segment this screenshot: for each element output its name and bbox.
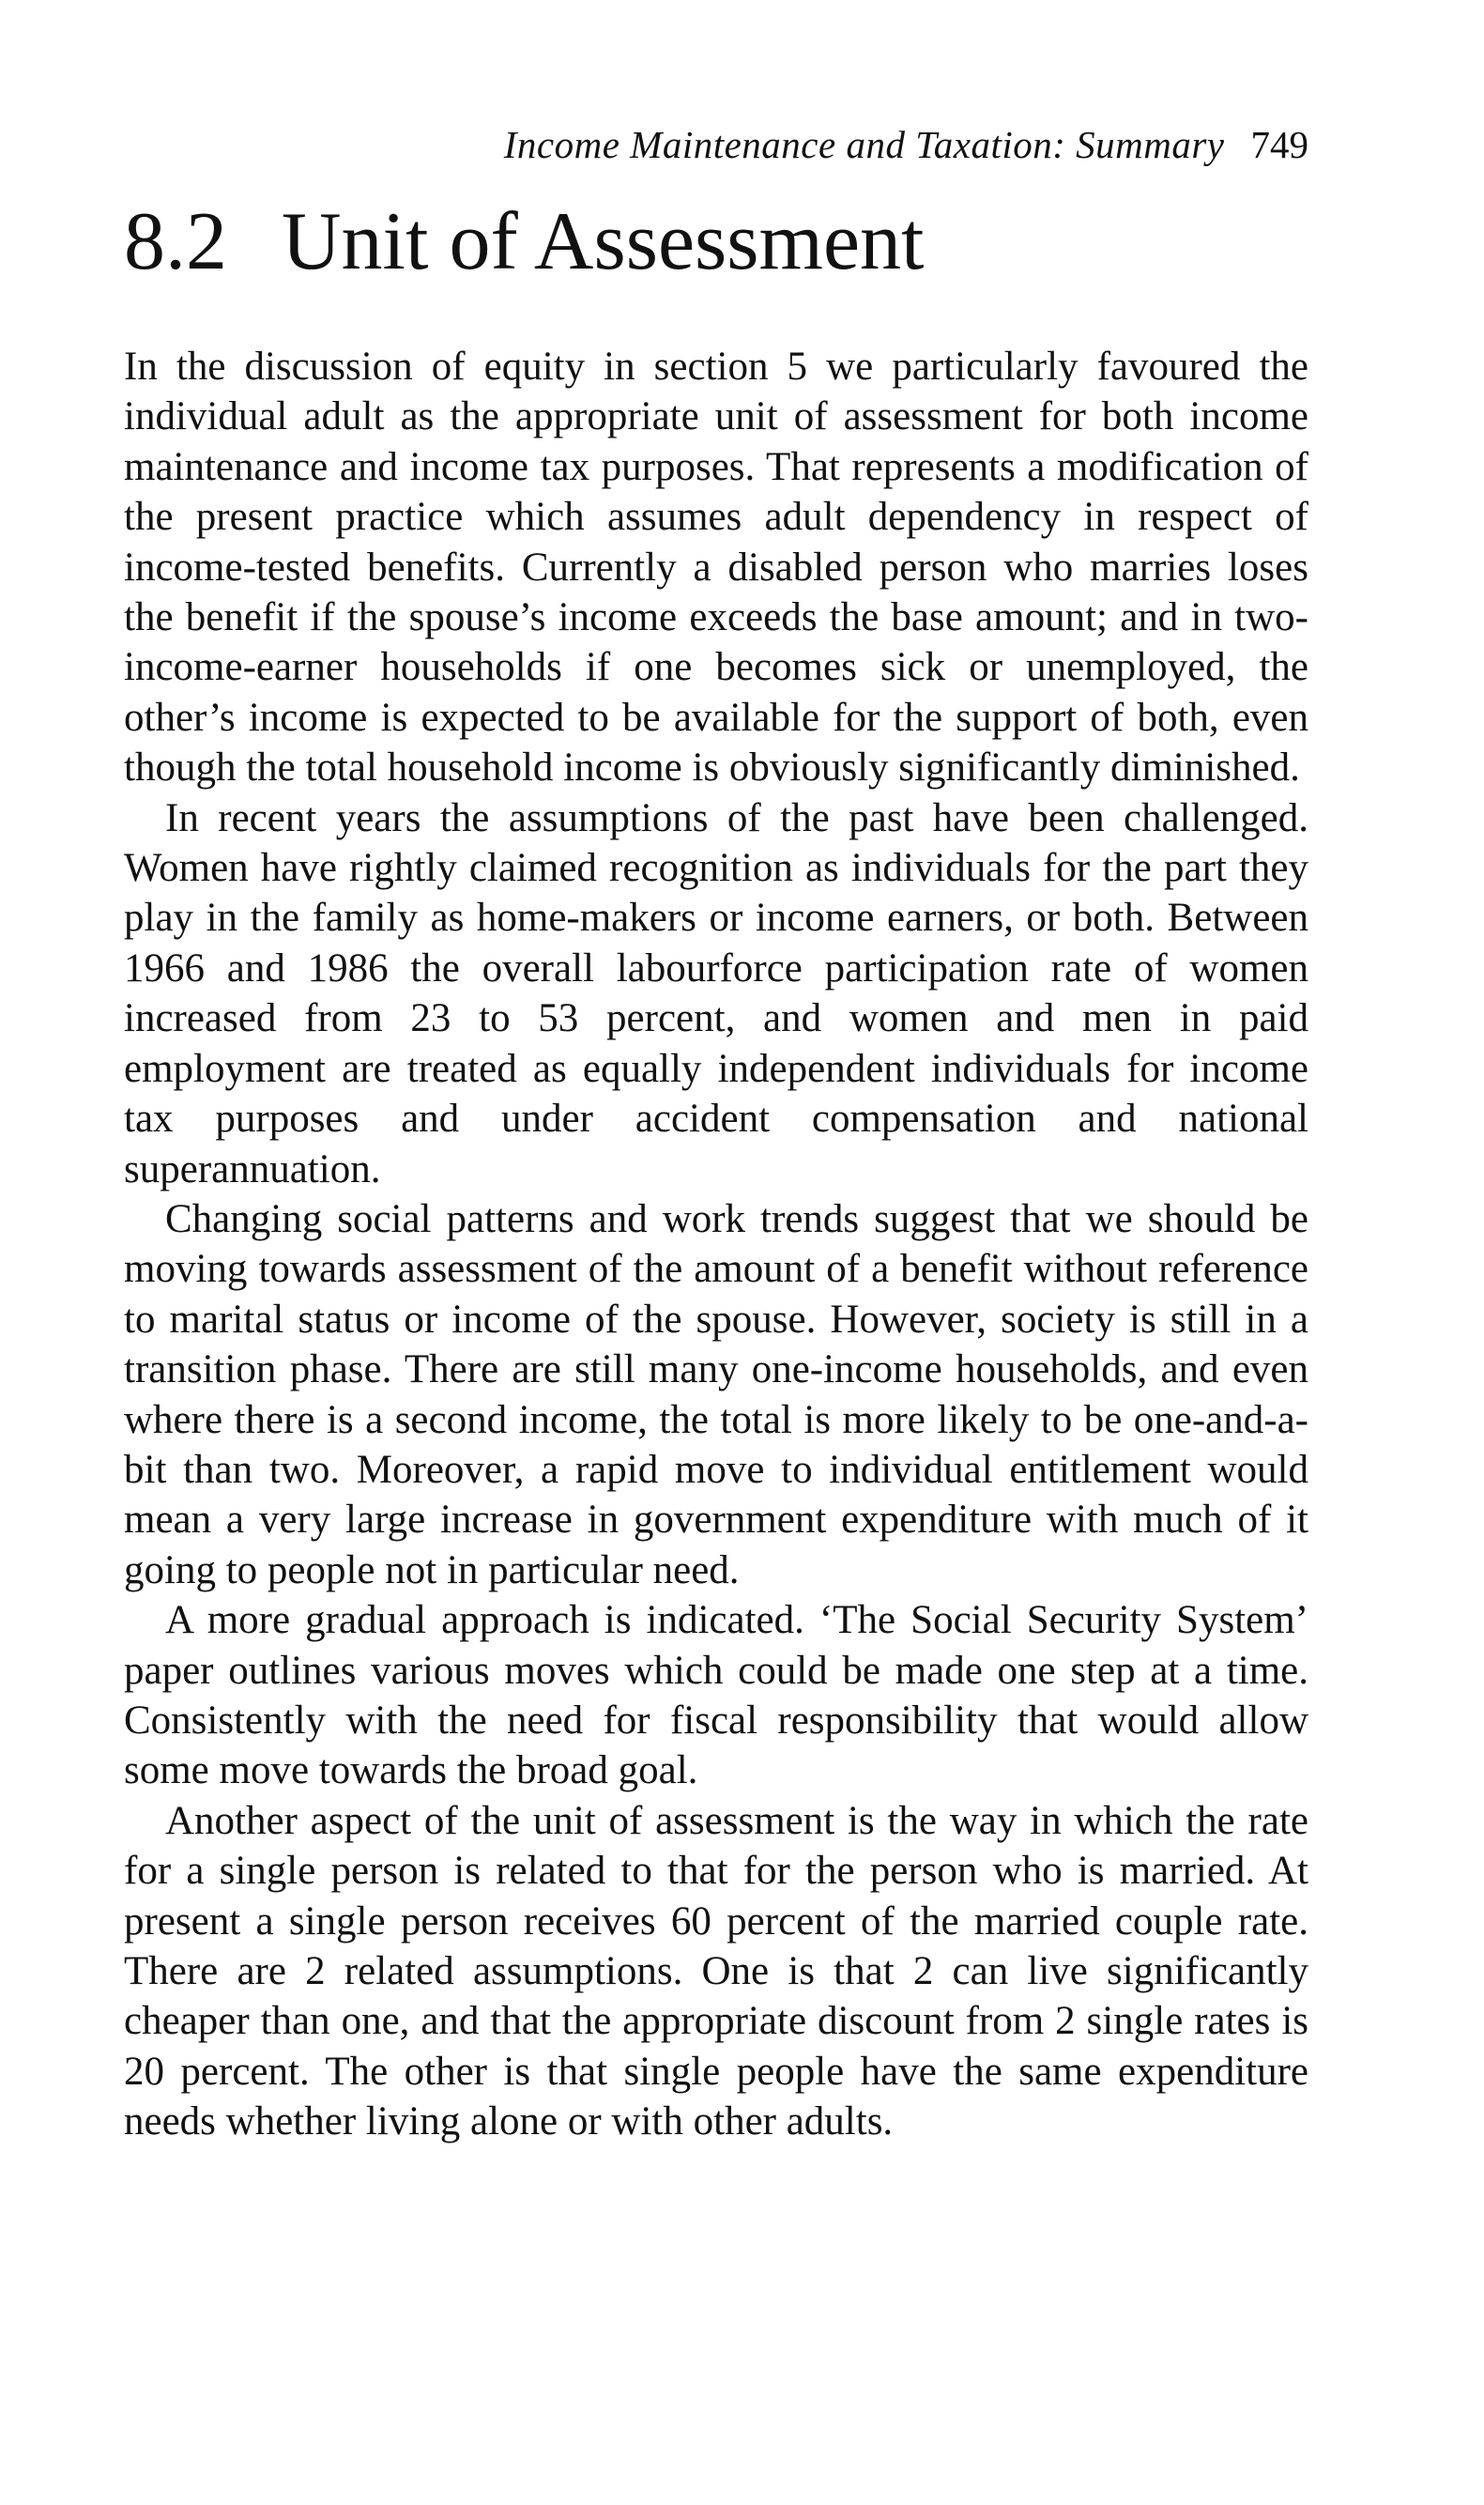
- paragraph: A more gradual approach is indicated. ‘The Social Security System’ paper outlines various moves which could be made one step at a time. Consistently with the need for fiscal responsibility that would allow some move towards the broad goal.: [124, 1598, 1308, 1793]
- body-text: [124, 342, 1308, 2147]
- paragraph: In the discussion of equity in section 5 we particularly favoured the individual adult as the appropriate unit of assessment for both income maintenance and income tax purposes. That represents a modification of the present practice which assumes adult dependency in respect of income-tested benefits. Currently a disabled person who marries loses the benefit if the spouse’s income exceeds the base amount; and in two-income-earner households if one becomes sick or unemployed, the other’s income is expected to be available for the support of both, even though the total household income is obviously significantly diminished.: [124, 345, 1308, 791]
- section-title: Unit of Assessment: [282, 196, 925, 287]
- section-heading: [124, 195, 1308, 289]
- running-head-title: Income Maintenance and Taxation: Summary: [503, 123, 1225, 166]
- paragraph: In recent years the assumptions of the past have been challenged. Women have rightly claimed recognition as individuals for the part they play in the family as home-makers or income earners, or both. Between 1966 and 1986 the overall labourforce participation rate of women increased from 23 to 53 percent, and women and men in paid employment are treated as equally independent individuals for income tax purposes and under accident compensation and national superannuation.: [124, 795, 1308, 1191]
- running-head: [124, 122, 1308, 167]
- book-page: [124, 122, 1308, 2147]
- page-number: 749: [1250, 123, 1308, 166]
- paragraph: Changing social patterns and work trends suggest that we should be moving towards assessment of the amount of a benefit without reference to marital status or income of the spouse. However, society is still in a transition phase. There are still many one-income households, and even where there is a second income, the total is more likely to be one-and-a-bit than two. Moreover, a rapid move to individual entitlement would mean a very large increase in government expenditure with much of it going to people not in particular need.: [124, 1196, 1308, 1592]
- section-number: 8.2: [124, 196, 227, 287]
- paragraph: Another aspect of the unit of assessment is the way in which the rate for a single person is related to that for the person who is married. At present a single person receives 60 percent of the married couple rate. There are 2 related assumptions. One is that 2 can live significantly cheaper than one, and that the appropriate discount from 2 single rates is 20 percent. The other is that single people have the same expenditure needs whether living alone or with other adults.: [124, 1798, 1308, 2144]
